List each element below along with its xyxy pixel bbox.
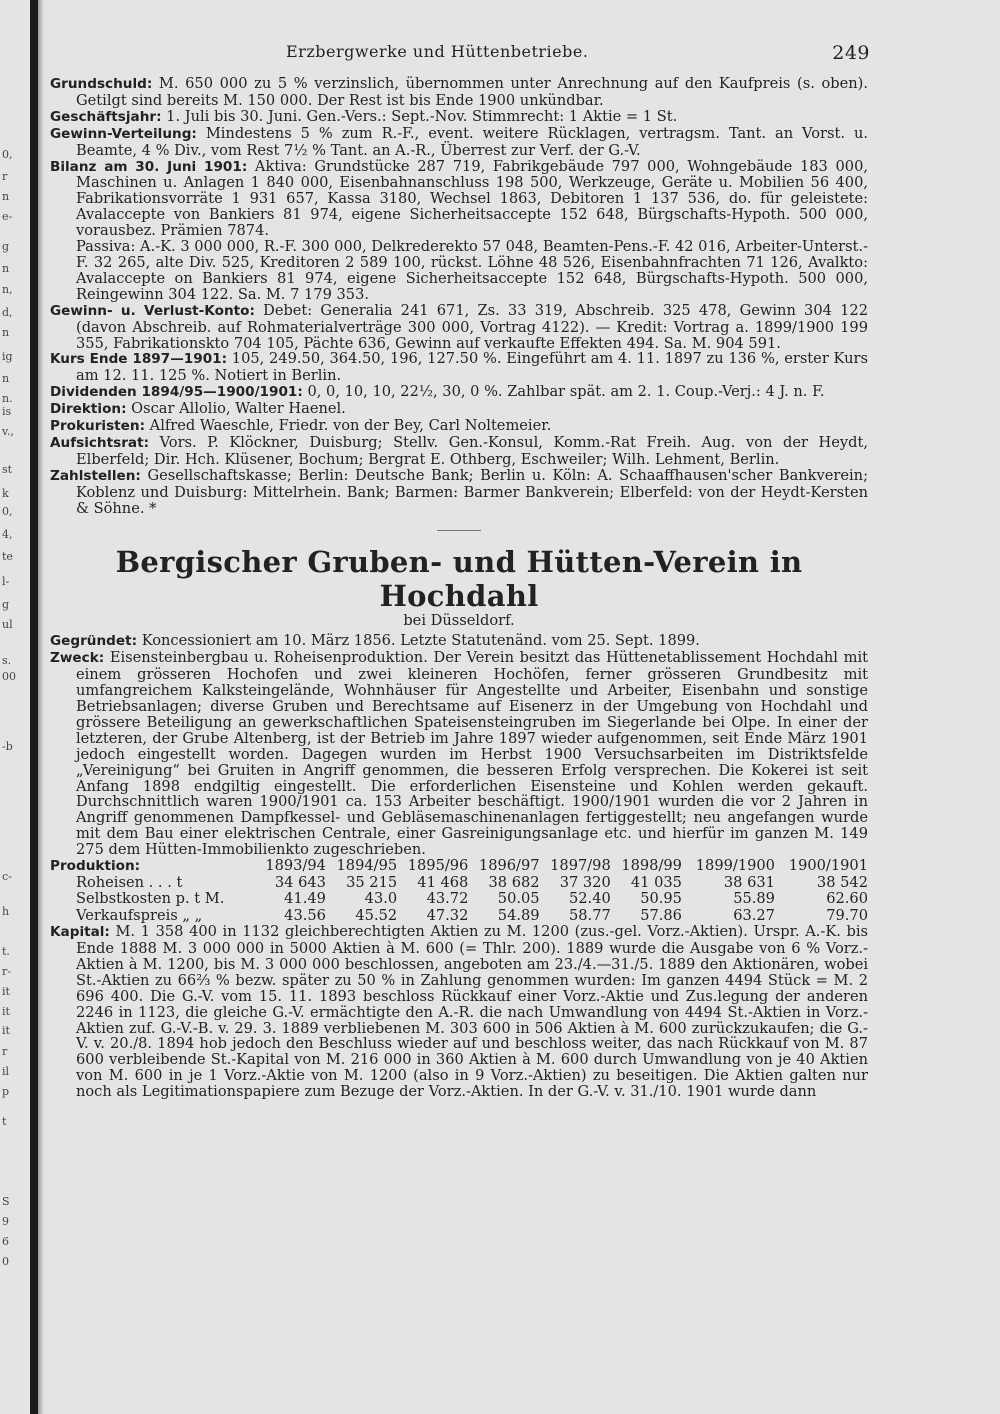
row-name: Verkaufspreis „ „ [76, 906, 203, 924]
entry-label: Aufsichtsrat: [50, 434, 149, 451]
entry [50, 633, 868, 650]
book-spine-shadow [30, 0, 38, 1414]
table-cell: 58.77 [568, 906, 611, 924]
margin-fragment: is [2, 405, 12, 418]
entry-label: Geschäftsjahr: [50, 108, 162, 125]
margin-fragment: p [2, 1085, 10, 1098]
margin-fragment: v., [2, 425, 14, 438]
table-cell: 34 643 [274, 873, 326, 891]
entry [50, 351, 868, 384]
table-cell: 52.40 [568, 890, 611, 908]
margin-fragment: it [2, 985, 10, 998]
entry [50, 650, 868, 858]
table-cell: 41 035 [630, 873, 682, 891]
entry [50, 109, 868, 126]
entry-text: Oscar Allolio, Walter Haenel. [126, 400, 346, 418]
company-title: Bergischer Gruben- und Hütten-Verein in Hochdahl [115, 545, 803, 614]
row-name: Selbstkosten p. t M. [76, 890, 225, 908]
year-header: 1896/97 [478, 857, 540, 875]
entry-label: Gewinn-Verteilung: [50, 125, 197, 142]
margin-fragment: r [2, 170, 8, 183]
year-header: 1894/95 [336, 857, 398, 875]
entry [50, 468, 868, 517]
entry [50, 418, 868, 435]
entry-text: Mindestens 5 % zum R.-F., event. weitere Rücklagen, vertragsm. Tant. an Vorst. u. Beamte, 4 % Div., vom Rest 7½ % Tant. an A.-R., Überrest zur Verf. der G.-V. [76, 124, 868, 159]
entry-text: Vors. P. Klöckner, Duisburg; Stellv. Gen.-Konsul, Komm.-Rat Freih. Aug. von der Heydt, Elberfeld; Dir. Hch. Klüsener, Bochum; Bergrat E. Othberg, Eschweiler; Wilh. Lehment, Berlin. [76, 433, 868, 468]
entry-label: Kurs Ende 1897—1901: [50, 351, 228, 368]
table-cell: 41.49 [284, 890, 326, 908]
table-cell: 57.86 [640, 906, 682, 924]
margin-fragment: st [2, 463, 13, 476]
table-cell: 38 631 [723, 873, 775, 891]
gutter-gradient [38, 0, 44, 1414]
entry-text: 0, 0, 10, 10, 22½, 30, 0 %. Zahlbar spät. am 2. 1. Coup.-Verj.: 4 J. n. F. [302, 383, 825, 401]
entry-text: Aktiva: Grundstücke 287 719, Fabrikgebäude 797 000, Wohngebäude 183 000, Maschinen u. Anlagen 1 840 000, Eisenbahnanschluss 198 500, Werkzeuge, Geräte u. Mobilien 56 400, Fabrikationsvorräte 1 931 657, Kassa 3180, Wechsel 1863, Debitoren 1 137 536, do. für geleistete: Avalaccepte von Bankiers 81 974, eigene Sicherheitsaccepte 152 648, Bürgschafts-Hypoth. 500 000, vorausbez. Prämien 7874. [76, 157, 869, 240]
production-row [50, 908, 868, 925]
margin-fragment: it [2, 1024, 10, 1037]
margin-fragment: ul [2, 618, 13, 631]
entry-label: Gewinn- u. Verlust-Konto: [50, 302, 255, 319]
table-cell: 43.0 [364, 890, 398, 908]
entry-text: Eisensteinbergbau u. Roheisenproduktion. Der Verein besitzt das Hüttenetablissement Hochdahl mit einem grösseren Hochofen und zwei kleineren Hochöfen, ferner grösseren Grundbesitz mit umfangreichem Kalksteingelände, Wohnhäuser für Angestellte und Arbeiter, Eisenbahn und sonstige Betriebsanlagen; diverse Gruben und Berechtsame auf Eisenerz in der Umgebung von Hochdahl und grössere Beteiligung an gewerkschaftlichen Spateisensteingruben im Siegerlande bei Olpe. In einer der letzteren, der Grube Altenberg, ist der Betrieb im Jahre 1897 wieder aufgenommen, seit Ende März 1901 jedoch eingestellt worden. Dagegen wurden im Herbst 1900 Versuchsarbeiten im Distriktsfelde „Vereinigung“ bei Gruiten in Angriff genommen, die besseren Erfolg versprechen. Die Kokerei ist seit Anfang 1898 endgiltig eingestellt. Die erforderlichen Eisensteine und Kohlen werden gekauft. Durchschnittlich waren 1900/1901 ca. 153 Arbeiter beschäftigt. 1900/1901 wurden die vor 2 Jahren in Angriff genommenen Dampfkessel- und Gebläsemaschinenanlagen fertiggestellt; neu angefangen wurde mit dem Bau einer elektrischen Centrale, einer Gasreinigungsanlage etc. und hierfür im ganzen M. 149 275 dem Hütten-Immobilienkto zugeschrieben. [76, 649, 868, 859]
margin-fragment: te [2, 550, 13, 563]
margin-fragment: it [2, 1005, 10, 1018]
margin-fragment: d, [2, 306, 13, 319]
table-cell: 43.72 [426, 890, 469, 908]
production-row [50, 891, 868, 908]
company-entries [50, 633, 868, 858]
table-cell: 47.32 [426, 906, 469, 924]
facing-page-fragments [0, 0, 28, 1414]
year-header: 1895/96 [407, 857, 469, 875]
margin-fragment: n [2, 326, 10, 339]
entry [50, 239, 868, 303]
margin-fragment: k [2, 487, 9, 500]
margin-fragment: 0, [2, 148, 13, 161]
entry-label: Kapital: [50, 924, 110, 941]
entry-kapital [50, 924, 868, 1100]
page-number: 249 [832, 42, 870, 64]
entry-text: 105, 249.50, 364.50, 196, 127.50 %. Eingeführt am 4. 11. 1897 zu 136 %, erster Kurs am 12. 11. 125 %. Notiert in Berlin. [76, 350, 868, 385]
entry-label: Zweck: [50, 650, 105, 667]
table-cell: 38 682 [488, 873, 540, 891]
entry [50, 435, 868, 468]
header-title: Erzbergwerke und Hüttenbetriebe. [286, 42, 589, 61]
entry-label: Grundschuld: [50, 76, 153, 92]
margin-fragment: n [2, 372, 10, 385]
margin-fragment: g [2, 598, 10, 611]
year-header: 1898/99 [621, 857, 682, 875]
margin-fragment: r- [2, 965, 11, 978]
entry-label: Bilanz am 30. Juni 1901: [50, 158, 248, 175]
entry-text: Gesellschaftskasse; Berlin: Deutsche Bank; Berlin u. Köln: A. Schaaffhausen'scher Bankverein; Koblenz und Duisburg: Mittelrhein. Bank; Barmen: Barmer Bankverein; Elberfeld: von der Heydt-Kersten & Söhne. * [76, 466, 868, 517]
margin-fragment: S [2, 1195, 10, 1208]
production-header-row [50, 858, 868, 875]
margin-fragment: 6 [2, 1235, 9, 1248]
table-cell: 50.05 [497, 890, 540, 908]
entry-text: M. 650 000 zu 5 % verzinslich, übernommen unter Anrechnung auf den Kaufpreis (s. oben). Getilgt sind bereits M. 150 000. Der Rest ist bis Ende 1900 unkündbar. [76, 75, 868, 109]
entry-label: Gegründet: [50, 633, 138, 650]
margin-fragment: s. [2, 654, 12, 667]
entry-text: M. 1 358 400 in 1132 gleichberechtigten Aktien zu M. 1200 (zus.-gel. Vorz.-Aktien). Urspr. A.-K. bis Ende 1888 M. 3 000 000 in 5000 Aktien à M. 600 (= Thlr. 200). 1889 wurde die Ausgabe von 6 % Vorz.-Aktien à M. 1200, bis M. 3 000 000 beschlossen, angeboten am 23./4.—31./5. 1889 den Aktionären, wobei St.-Aktien zu 66⅔ % bezw. später zu 50 % in Zahlung genommen wurden: Im ganzen 4494 Stück = M. 2 696 400. Die G.-V. vom 15. 11. 1893 beschloss Rückkauf einer Vorz.-Aktie und Zus.legung der anderen 2246 in 1123, die gleiche G.-V. ermächtigte den A.-R. die nach Umwandlung von 4494 St.-Aktien in Vorz.-Aktien zuf. G.-V.-B. v. 29. 3. 1889 verbliebenen M. 303 600 in 506 Aktien à M. 600 zurückzukaufen; die G.-V. v. 20./8. 1894 hob jedoch den Beschluss wieder auf und beschloss weiter, das nach Rückkauf von M. 87 600 verbleibende St.-Kapital von M. 216 000 in 360 Aktien à M. 600 durch Umwandlung von je 40 Aktien von M. 600 in je 1 Vorz.-Aktie von M. 1200 (also in 9 Vorz.-Aktien) zu beseitigen. Die Aktien galten nur noch als Legitimationspapiere zum Bezuge der Vorz.-Aktien. In der G.-V. v. 31./10. 1901 wurde dann [76, 923, 868, 1101]
margin-fragment: e- [2, 210, 13, 223]
margin-fragment: h [2, 905, 10, 918]
table-cell: 79.70 [826, 906, 868, 924]
table-cell: 37 320 [559, 873, 611, 891]
margin-fragment: n [2, 190, 10, 203]
year-header: 1900/1901 [788, 857, 868, 875]
running-header [60, 42, 870, 68]
margin-fragment: n. [2, 392, 13, 405]
margin-fragment: il [2, 1065, 10, 1078]
margin-fragment: n [2, 262, 10, 275]
entry-label: Direktion: [50, 401, 127, 418]
margin-fragment: r [2, 1045, 8, 1058]
entry-text: Debet: Generalia 241 671, Zs. 33 319, Abschreib. 325 478, Gewinn 304 122 (davon Abschreib. auf Rohmaterialverträge 300 000, Vortrag 4122). — Kredit: Vortrag a. 1899/1900 199 355, Fabrikationskto 704 105, Pächte 636, Gewinn auf verkaufte Effekten 494. Sa. M. 904 591. [76, 301, 868, 352]
table-cell: 54.89 [497, 906, 540, 924]
margin-fragment: 4, [2, 528, 13, 541]
margin-fragment: 00 [2, 670, 16, 683]
table-cell: 41 468 [417, 873, 469, 891]
margin-fragment: 0 [2, 1255, 9, 1268]
entry-text: Koncessioniert am 10. März 1856. Letzte Statutenänd. vom 25. Sept. 1899. [137, 632, 700, 650]
margin-fragment: -b [2, 740, 13, 753]
company-location: bei Düsseldorf. [403, 612, 515, 630]
margin-fragment: t [2, 1115, 7, 1128]
table-cell: 45.52 [355, 906, 398, 924]
section-divider [437, 530, 481, 531]
entry [50, 303, 868, 352]
production-table [50, 858, 868, 924]
margin-fragment: t. [2, 945, 10, 958]
entry [50, 126, 868, 159]
entry-label: Zahlstellen: [50, 467, 141, 484]
table-cell: 50.95 [640, 890, 682, 908]
margin-fragment: c- [2, 870, 12, 883]
main-content [50, 76, 868, 1100]
entry [50, 76, 868, 109]
entry-label: Dividenden 1894/95—1900/1901: [50, 384, 303, 401]
entry-label: Prokuristen: [50, 418, 146, 435]
margin-fragment: ig [2, 350, 13, 363]
margin-fragment: n, [2, 283, 13, 296]
entry-text: Passiva: A.-K. 3 000 000, R.-F. 300 000, Delkrederekto 57 048, Beamten-Pens.-F. 42 016, Arbeiter-Unterst.-F. 32 265, alte Div. 525, Kreditoren 2 589 100, rückst. Löhne 48 526, Eisenbahnfrachten 71 126, Avalkto: Avalaccepte on Bankiers 81 974, eigene Sicherheitsaccepte 152 648, Bürgschafts-Hypoth. 500 000, Reingewinn 304 122. Sa. M. 7 179 353. [76, 238, 868, 303]
entry-text: 1. Juli bis 30. Juni. Gen.-Vers.: Sept.-Nov. Stimmrecht: 1 Aktie = 1 St. [161, 107, 678, 125]
production-row [50, 875, 868, 892]
table-cell: 35 215 [346, 873, 398, 891]
table-cell: 63.27 [733, 906, 775, 924]
margin-fragment: 9 [2, 1215, 9, 1228]
year-header: 1899/1900 [695, 857, 775, 875]
entry-text: Alfred Waeschle, Friedr. von der Bey, Carl Noltemeier. [145, 417, 552, 435]
margin-fragment: l- [2, 575, 10, 588]
year-header: 1893/94 [265, 857, 326, 875]
entry [50, 159, 868, 240]
row-name: Roheisen . . . t [76, 873, 183, 891]
production-body [50, 875, 868, 925]
entry [50, 401, 868, 418]
entry [50, 384, 868, 401]
margin-fragment: 0, [2, 505, 13, 518]
table-cell: 55.89 [733, 890, 775, 908]
table-cell: 43.56 [284, 906, 326, 924]
previous-company-entries [50, 76, 868, 516]
production-label-text: Produktion: [50, 858, 141, 875]
table-cell: 62.60 [826, 890, 868, 908]
table-cell: 38 542 [816, 873, 868, 891]
margin-fragment: g [2, 240, 10, 253]
year-header: 1897/98 [550, 857, 611, 875]
production-label [50, 858, 255, 875]
